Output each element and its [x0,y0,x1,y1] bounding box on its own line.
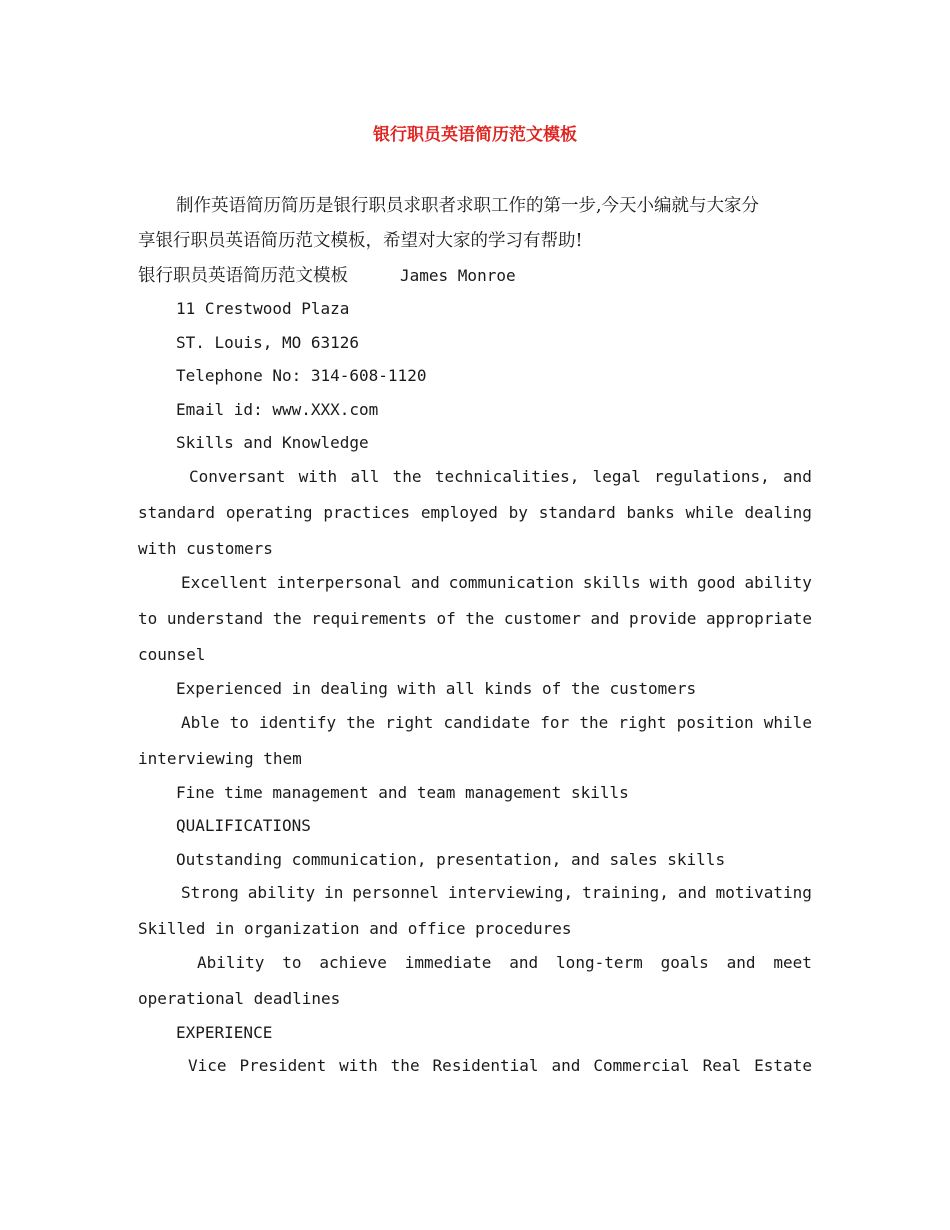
word: technicalities, [434,467,580,486]
word: and [509,953,539,972]
word: dealing [744,503,812,522]
word: the [390,1056,420,1075]
word: while [763,713,812,732]
word: Estate [754,1056,812,1075]
word: Commercial [593,1056,690,1075]
word: and [410,573,440,592]
word: operating [225,503,313,522]
qualifications-heading: QUALIFICATIONS [176,816,311,835]
word: of [436,609,456,628]
skill-2-line-2 [138,609,812,629]
skill-1-line-1 [189,467,812,487]
word: good [697,573,736,592]
word: Conversant [189,467,286,486]
word: legal [592,467,641,486]
word: Able [181,713,220,732]
word: the [579,713,609,732]
word: for [540,713,570,732]
word: communication [448,573,574,592]
word: and [677,883,707,902]
skill-1-line-2 [138,503,812,523]
word: long-term [556,953,643,972]
document-title: 银行职员英语简历范文模板 [373,125,577,145]
email: Email id: www.XXX.com [176,400,379,419]
word: the [392,467,422,486]
word: with [298,467,338,486]
word: in [324,883,344,902]
qualification-2-line-1 [181,883,812,903]
experience-heading: EXPERIENCE [176,1023,273,1042]
skill-4-line-1 [181,713,812,733]
skill-2-line-1 [181,573,812,593]
word: identify [259,713,337,732]
word: motivating [715,883,812,902]
word: position [676,713,754,732]
word: goals [660,953,709,972]
qualification-1-line-1: Outstanding communication, presentation, and sales skills [176,850,726,869]
word: and [551,1056,581,1075]
word: candidate [443,713,531,732]
address-line-1: 11 Crestwood Plaza [176,299,350,318]
word: while [685,503,734,522]
word: banks [626,503,675,522]
word: ability [247,883,316,902]
word: standard [538,503,616,522]
telephone: Telephone No: 314-608-1120 [176,366,427,385]
word: Ability [197,953,265,972]
word: skills [582,573,641,592]
word: employed [420,503,498,522]
skill-2-line-3: counsel [138,645,206,664]
word: the [346,713,376,732]
skill-5-line-1: Fine time management and team management skills [176,783,629,802]
word: Real [702,1056,742,1075]
word: meet [773,953,812,972]
intro-line-2: 享银行职员英语简历范文模板，希望对大家的学习有帮助! [138,231,583,251]
word: standard [138,503,216,522]
word: immediate [404,953,492,972]
word: training, [582,883,669,902]
word: requirements [311,609,427,628]
word: and [726,953,756,972]
word: understand [166,609,264,628]
word: appropriate [706,609,812,628]
skill-1-line-3: with customers [138,539,273,558]
qualification-3-line-1 [197,953,812,973]
word: with [649,573,689,592]
word: to [229,713,249,732]
word: Excellent [181,573,268,592]
word: and [590,609,620,628]
word: interviewing, [447,883,574,902]
applicant-name: James Monroe [400,266,516,285]
experience-line-1 [188,1056,812,1076]
word: by [508,503,528,522]
skill-4-line-2: interviewing them [138,749,302,768]
word: and [783,467,812,486]
word: regulations, [654,467,770,486]
skill-3-line-1: Experienced in dealing with all kinds of the customers [176,679,697,698]
word: with [339,1056,378,1075]
word: ability [744,573,812,592]
word: President [239,1056,327,1075]
word: to [282,953,302,972]
intro-line-1: 制作英语简历简历是银行职员求职者求职工作的第一步,今天小编就与大家分 [176,196,760,216]
skills-heading: Skills and Knowledge [176,433,369,452]
word: customer [503,609,581,628]
word: right [385,713,434,732]
resume-label: 银行职员英语简历范文模板 [138,266,348,286]
word: personnel [352,883,440,902]
word: achieve [319,953,387,972]
address-line-2: ST. Louis, MO 63126 [176,333,360,352]
word: Residential [432,1056,539,1075]
word: right [618,713,667,732]
word: the [272,609,302,628]
qualification-3-line-2: operational deadlines [138,989,341,1008]
word: to [138,609,158,628]
word: the [465,609,495,628]
qualification-2-line-2: Skilled in organization and office procedures [138,919,572,938]
word: all [350,467,380,486]
word: Vice [188,1056,227,1075]
word: practices [323,503,411,522]
word: provide [628,609,697,628]
word: interpersonal [276,573,402,592]
word: Strong [181,883,239,902]
